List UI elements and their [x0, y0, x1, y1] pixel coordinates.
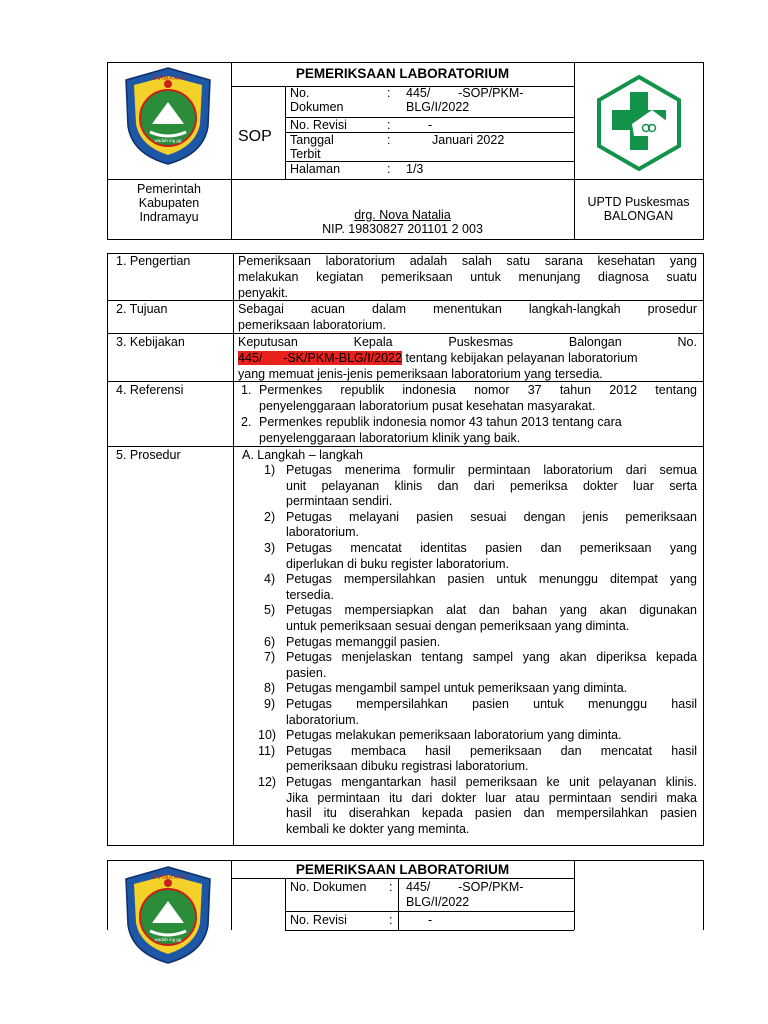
- step-line: unit pelayanan klinis dan dari pemeriksa dokter luar serta: [286, 478, 697, 493]
- right-org-1: UPTD Puskesmas: [587, 195, 690, 209]
- section-label-prosedur: 5. Prosedur: [116, 448, 181, 462]
- pengertian-line: penyakit.: [238, 286, 289, 300]
- step-number: 4): [264, 572, 276, 587]
- page2-meta-label-no-revisi: No. Revisi: [290, 913, 347, 927]
- page2-meta-value-no-dokumen-2: BLG/I/2022: [406, 895, 470, 909]
- left-org-1: Pemerintah: [137, 182, 201, 196]
- kebijakan-line: yang memuat jenis-jenis pemeriksaan laboratorium yang tersedia.: [238, 367, 603, 381]
- step-line: Jika permintaan itu dari dokter luar atau permintaan sendiri maka: [286, 790, 697, 805]
- pengertian-line: Pemeriksaan laboratorium adalah salah satu sarana kesehatan yang: [238, 254, 697, 268]
- step-number: 3): [264, 541, 276, 555]
- signer-name: drg. Nova Natalia: [354, 208, 451, 222]
- step-line: laboratorium.: [286, 525, 359, 540]
- meta-label-no-revisi: No. Revisi: [290, 118, 347, 132]
- step-line: permintaan sendiri.: [286, 494, 393, 509]
- step-line: Petugas mengantarkan hasil pemeriksaan ke unit pelayanan klinis.: [286, 775, 697, 789]
- step-line: Petugas melayani pasien sesuai dengan jenis pemeriksaan: [286, 509, 697, 524]
- right-org-2: BALONGAN: [603, 209, 674, 223]
- meta-sep: :: [387, 133, 391, 147]
- meta-value-halaman: 1/3: [406, 162, 424, 176]
- svg-text:DARMA AYU: DARMA AYU: [150, 76, 186, 82]
- step-line: laboratorium.: [286, 712, 359, 727]
- step-line: diperlukan di buku register laboratorium.: [286, 556, 510, 571]
- document-title: PEMERIKSAAN LABORATORIUM: [295, 66, 510, 81]
- section-label-referensi: 4. Referensi: [116, 383, 184, 397]
- left-org-3: Indramayu: [139, 210, 199, 224]
- prosedur-heading: A. Langkah – langkah: [242, 448, 363, 462]
- step-number: 9): [264, 697, 276, 711]
- step-number: 2): [264, 509, 276, 524]
- referensi-line: Permenkes republik indonesia nomor 37 tahun 2012 tentang: [259, 383, 697, 397]
- step-line: untuk pemeriksaan sesuai dengan pemeriksaan yang diminta.: [286, 619, 630, 633]
- step-line: pasien.: [286, 665, 327, 680]
- step-line: Petugas menjelaskan tentang sampel yang akan diperiksa kepada: [286, 650, 697, 665]
- referensi-line: Permenkes republik indonesia nomor 43 tahun 2013 tentang cara: [259, 415, 622, 429]
- meta-value-no-revisi: -: [428, 118, 433, 132]
- step-number: 1): [264, 463, 276, 477]
- meta-value-no-dokumen-2: BLG/I/2022: [406, 100, 470, 114]
- meta-sep: :: [387, 86, 391, 100]
- step-line: hasil itu diserahkan kepada pasien dan mempersilahkan pasien: [286, 806, 697, 821]
- meta-label-tanggal-2: Terbit: [290, 147, 321, 161]
- page2-meta-value-no-revisi: -: [428, 913, 433, 927]
- meta-sep: :: [389, 913, 393, 927]
- meta-sep: :: [387, 118, 391, 132]
- step-line: Petugas membaca hasil pemeriksaan dan mencatat hasil: [286, 743, 697, 758]
- svg-text:DARMA AYU: DARMA AYU: [150, 875, 186, 881]
- meta-label-tanggal-1: Tanggal: [290, 133, 334, 147]
- step-line: Petugas mempersiapkan alat dan bahan yang akan digunakan: [286, 603, 697, 618]
- left-org-2: Kabupaten: [138, 196, 200, 210]
- kebijakan-line-2-rest: tentang kebijakan pelayanan laboratorium: [401, 351, 638, 365]
- referensi-num: 1.: [241, 383, 252, 397]
- step-line: Petugas mempersilahkan pasien untuk menunggu ditempat yang: [286, 572, 697, 587]
- step-number: 10): [258, 728, 277, 743]
- step-number: 5): [264, 603, 276, 618]
- meta-label-halaman: Halaman: [290, 162, 341, 176]
- kebijakan-line: Keputusan Kepala Puskesmas Balongan No.: [238, 335, 697, 349]
- indramayu-seal-logo: [122, 865, 214, 965]
- kebijakan-line-2: [238, 351, 697, 367]
- pengertian-line: melakukan kegiatan pemeriksaan untuk menunjang diagnosa suatu: [238, 270, 697, 284]
- tujuan-line: Sebagai acuan dalam menentukan langkah-langkah prosedur: [238, 302, 697, 316]
- referensi-line: penyelenggaraan laboratorium pusat kesehatan masyarakat.: [259, 399, 596, 413]
- meta-value-tanggal: Januari 2022: [432, 133, 505, 147]
- sop-label: SOP: [238, 128, 272, 145]
- step-line: Petugas mempersilahkan pasien untuk menunggu hasil: [286, 697, 697, 711]
- page2-title: PEMERIKSAAN LABORATORIUM: [295, 862, 510, 877]
- svg-text:wadah ing gg: wadah ing gg: [154, 138, 182, 143]
- referensi-num: 2.: [241, 415, 252, 429]
- svg-text:wadah ing gg: wadah ing gg: [154, 937, 182, 942]
- sk-number-highlight: 445/ -SK/PKM-BLG/I/2022: [238, 351, 402, 365]
- step-number: 6): [264, 634, 276, 649]
- step-line: Petugas melakukan pemeriksaan laboratorium yang diminta.: [286, 728, 622, 743]
- step-line: kembali ke dokter yang meminta.: [286, 821, 470, 836]
- step-number: 11): [258, 743, 276, 758]
- section-label-tujuan: 2. Tujuan: [116, 302, 168, 316]
- section-label-pengertian: 1. Pengertian: [116, 254, 191, 268]
- meta-sep: :: [387, 162, 391, 176]
- tujuan-line: pemeriksaan laboratorium.: [238, 318, 386, 332]
- section-label-kebijakan: 3. Kebijakan: [116, 335, 185, 349]
- indramayu-seal-logo: [122, 66, 214, 166]
- step-number: 7): [264, 650, 276, 665]
- referensi-line: penyelenggaraan laboratorium klinik yang baik.: [259, 431, 521, 445]
- page2-meta-label-no-dokumen: No. Dokumen: [290, 880, 367, 894]
- step-line: Petugas menerima formulir permintaan laboratorium dari semua: [286, 463, 697, 477]
- meta-label-no-dokumen-1: No.: [290, 86, 310, 100]
- step-number: 8): [264, 681, 276, 696]
- step-line: tersedia.: [286, 587, 334, 602]
- page2-meta-value-no-dokumen-1: 445/ -SOP/PKM-: [406, 880, 524, 894]
- step-line: Petugas mencatat identitas pasien dan pemeriksaan yang: [286, 541, 697, 555]
- step-number: 12): [258, 775, 277, 789]
- step-line: pemeriksaan dibuku registrasi laboratorium.: [286, 759, 529, 774]
- meta-label-no-dokumen-2: Dokumen: [290, 100, 344, 114]
- meta-sep: :: [389, 880, 393, 894]
- puskesmas-logo: [594, 74, 684, 172]
- signer-nip: NIP. 19830827 201101 2 003: [322, 222, 483, 236]
- step-line: Petugas mengambil sampel untuk pemeriksaan yang diminta.: [286, 681, 628, 696]
- meta-value-no-dokumen-1: 445/ -SOP/PKM-: [406, 86, 524, 100]
- step-line: Petugas memanggil pasien.: [286, 634, 441, 649]
